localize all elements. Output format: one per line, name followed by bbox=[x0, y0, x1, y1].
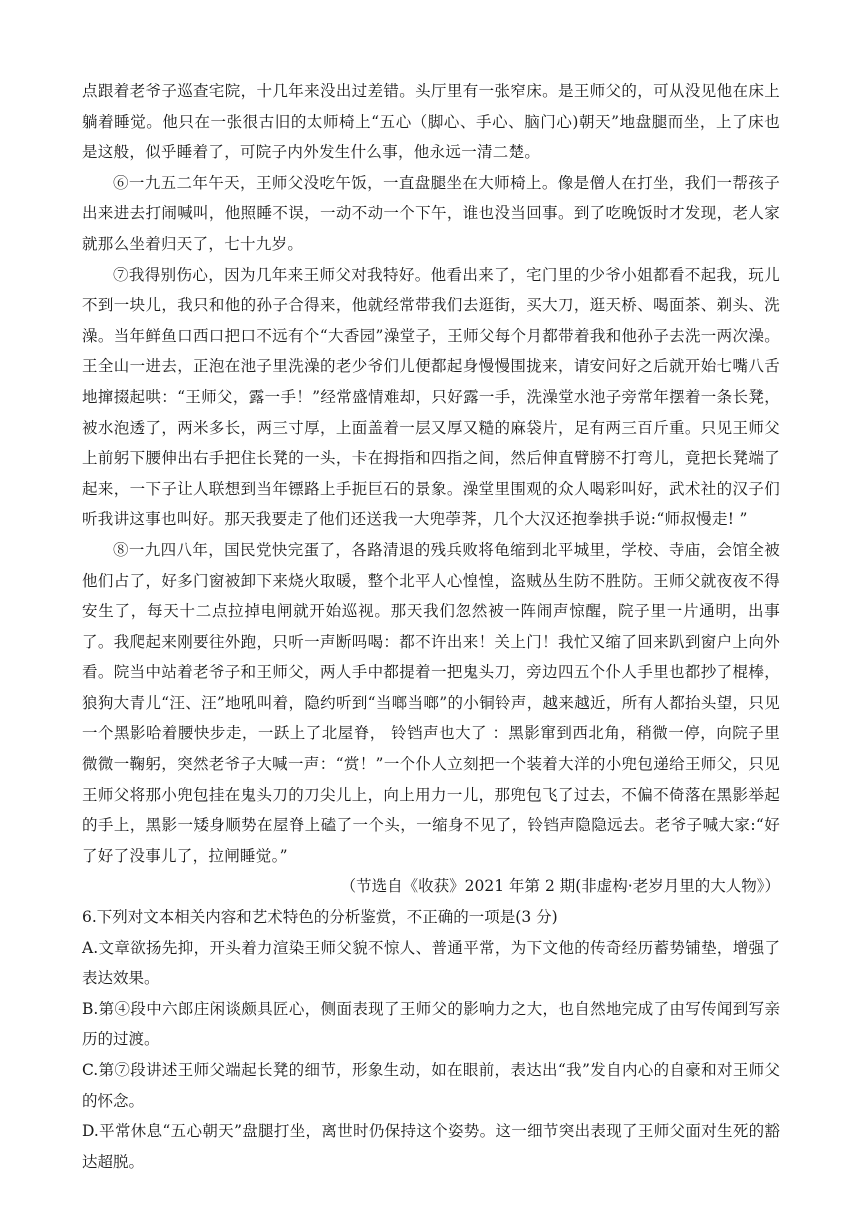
question-stem: 6.下列对文本相关内容和艺术特色的分析鉴赏，不正确的一项是(3 分) bbox=[82, 908, 558, 927]
paragraph-continued: 点跟着老爷子巡查宅院，十几年来没出过差错。头厅里有一张窄床。是王师父的，可从没见他在床上躺着睡觉。他只在一张很古旧的太师椅上“五心（脚心、手心、脑门心)朝天”地盘腿而坐，上了床也是这般，似乎睡着了，可院子内外发生什么事，他永远一清二楚。 bbox=[82, 82, 780, 162]
option-d: D.平常休息“五心朝天”盘腿打坐，离世时仍保持这个姿势。这一细节突出表现了王师父面对生死的豁达超脱。 bbox=[82, 1122, 780, 1171]
source-citation: （节选自《收获》2021 年第 2 期(非虚构·老岁月里的大人物》） bbox=[340, 877, 780, 896]
paragraph-7: ⑦我得别伤心，因为几年来王师父对我特好。他看出来了，宅门里的少爷小姐都看不起我，玩儿不到一块儿，我只和他的孙子合得来，他就经常带我们去逛街，买大刀，逛天桥、喝面茶、剃头、洗澡。当年鲜鱼口西口把口不远有个“大香园”澡堂子，王师父每个月都带着我和他孙子去洗一两次澡。王全山一进去，正泡在池子里洗澡的老少爷们儿便都起身慢慢围拢来，请安问好之后就开始七嘴八舌地撺掇起哄：“王师父，露一手！”经常盛情难却，只好露一手，洗澡堂水池子旁常年摆着一条长凳，被水泡透了，两米多长，两三寸厚，上面盖着一层又厚又糙的麻袋片，足有两三百斤重。只见王师父上前躬下腰伸出右手把住长凳的一头，卡在拇指和四指之间，然后伸直臂膀不打弯儿，竟把长凳端了起来，一下子让人联想到当年镖路上手扼巨石的景象。澡堂里围观的众人喝彩叫好，武术社的汉子们听我讲这事也叫好。那天我要走了他们还送我一大兜荸荠，几个大汉还抱拳拱手说:“师叔慢走! ” bbox=[82, 265, 780, 529]
option-a: A.文章欲扬先抑，开头着力渲染王师父貌不惊人、普通平常，为下文他的传奇经历蓄势铺垫，增强了表达效果。 bbox=[82, 938, 780, 988]
paragraph-6: ⑥一九五二年午天，王师父没吃午饭，一直盘腿坐在大师椅上。像是僧人在打坐，我们一帮孩子出来进去打闹喊叫，他照睡不误，一动不动一个下午，谁也没当回事。到了吃晚饭时才发现，老人家就那么坐着归天了，七十九岁。 bbox=[82, 173, 780, 253]
document-page bbox=[82, 76, 780, 1177]
option-b: B.第④段中六郎庄闲谈颇具匠心，侧面表现了王师父的影响力之大，也自然地完成了由写传闻到写亲历的过渡。 bbox=[82, 999, 780, 1049]
paragraph-8: ⑧一九四八年，国民党快完蛋了，各路清退的残兵败将龟缩到北平城里，学校、寺庙，会馆全被他们占了，好多门窗被卸下来烧火取暖，整个北平人心惶惶，盗贼丛生防不胜防。王师父就夜夜不得安生了，每天十二点拉掉电闸就开始巡视。那天我们忽然被一阵闹声惊醒，院子里一片通明，出事了。我爬起来刚要往外跑，只听一声断吗喝：都不许出来！关上门！我忙又缩了回来趴到窗户上向外看。院当中站着老爷子和王师父，两人手中都提着一把鬼头刀，旁边四五个仆人手里也都抄了棍棒，狼狗大青儿“汪、汪”地吼叫着，隐约听到“当啷当啷”的小铜铃声，越来越近，所有人都抬头望，只见一个黑影哈着腰快步走，一跃上了北屋脊， 铃铛声也大了 ：黑影窜到西北角，稍微一停，向院子里微微一鞠躬，突然老爷子大喊一声：“赏！”一个仆人立刻把一个装着大洋的小兜包递给王师父，只见王师父将那小兜包挂在鬼头刀的刀尖儿上，向上用力一儿，那兜包飞了过去，不偏不倚落在黑影举起的手上，黑影一矮身顺势在屋脊上磕了一个头，一缩身不见了，铃铛声隐隐远去。老爷子喊大家:“好了好了没事儿了，拉闸睡觉。” bbox=[82, 540, 780, 865]
option-c: C.第⑦段讲述王师父端起长凳的细节，形象生动，如在眼前，表达出“我”发自内心的自豪和对王师父的怀念。 bbox=[82, 1061, 780, 1110]
